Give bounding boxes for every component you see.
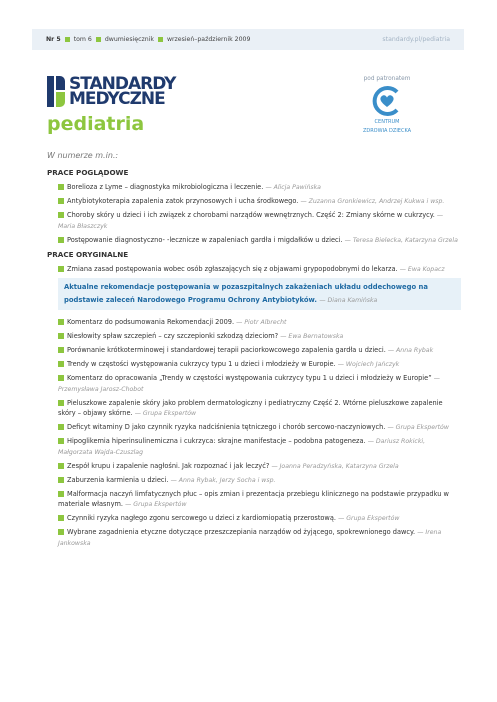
list-item[interactable] bbox=[47, 489, 461, 510]
article-authors: — Maria Błaszczyk bbox=[58, 212, 444, 230]
list-item[interactable] bbox=[47, 345, 461, 356]
article-authors: — Anna Rybak, Jerzy Socha i wsp. bbox=[170, 477, 276, 484]
list-item[interactable] bbox=[47, 436, 461, 458]
czd-heart-logo-icon bbox=[370, 85, 404, 117]
article-title: Zespół krupu i zapalenie nagłośni. Jak rozpoznać i jak leczyć? bbox=[67, 462, 270, 470]
green-square-bullet-icon bbox=[58, 438, 64, 444]
patronage-block bbox=[360, 76, 414, 134]
article-authors: — Grupa Ekspertów bbox=[338, 515, 400, 522]
article-authors: — Anna Rybak bbox=[387, 347, 434, 354]
list-item[interactable] bbox=[47, 235, 461, 246]
article-title: Trendy w częstości występowania cukrzycy typu 1 u dzieci i młodzieży w Europie. bbox=[67, 360, 336, 368]
frequency: dwumiesięcznik bbox=[104, 36, 154, 43]
green-square-bullet-icon bbox=[58, 184, 64, 190]
article-authors: — Ewa Bernatowska bbox=[280, 333, 344, 340]
article-authors: — Alicja Pawińska bbox=[265, 184, 321, 191]
list-item[interactable] bbox=[47, 373, 461, 395]
list-item[interactable] bbox=[47, 196, 461, 207]
patronage-org-line-2: ZDROWIA DZIECKA bbox=[362, 127, 412, 134]
article-title: Porównanie krótkoterminowej i standardowej terapii paciorkowcowego zapalenia gardła u dzieci. bbox=[67, 346, 386, 354]
green-square-bullet-icon bbox=[58, 515, 64, 521]
green-square-bullet-icon bbox=[58, 198, 64, 204]
article-title: Choroby skóry u dzieci i ich związek z chorobami narządów wewnętrznych. Część 2: Zmiany skórne w cukrzycy. bbox=[67, 211, 435, 219]
article-title: Hipoglikemia hiperinsulinemiczna i cukrzyca: skrajne manifestacje – podobna patogeneza. bbox=[67, 437, 366, 445]
list-item[interactable] bbox=[47, 331, 461, 342]
article-title: Czynniki ryzyka nagłego zgonu sercowego u dzieci z kardiomiopatią przerostową. bbox=[67, 514, 336, 522]
article-title: Zmiana zasad postępowania wobec osób zgłaszających się z objawami grypopodobnymi do lekarza. bbox=[67, 265, 398, 273]
article-authors: — Przemysława Jarosz-Chobot bbox=[58, 375, 440, 393]
list-item[interactable] bbox=[47, 527, 461, 549]
issue-number: Nr 5 bbox=[46, 36, 61, 43]
list-item[interactable] bbox=[47, 359, 461, 370]
logo-line-2: MEDYCZNE bbox=[69, 88, 165, 109]
green-square-bullet-icon bbox=[58, 237, 64, 243]
square-bullet-icon bbox=[65, 37, 70, 42]
logo-line-1: STANDARDY bbox=[69, 73, 176, 94]
article-authors: — Dariusz Rokicki, Małgorzata Wajda-Czuszlag bbox=[58, 438, 426, 456]
article-title: Wybrane zagadnienia etyczne dotyczące przeszczepiania narządów od żyjącego, spokrewnionego dawcy. bbox=[67, 528, 416, 536]
patronage-label: pod patronatem bbox=[363, 76, 411, 82]
highlighted-article-authors: — Diana Kamińska bbox=[319, 297, 378, 304]
article-authors: — Grupa Ekspertów bbox=[125, 501, 187, 508]
green-square-bullet-icon bbox=[58, 361, 64, 367]
green-square-bullet-icon bbox=[58, 463, 64, 469]
article-authors: — Irena Jankowska bbox=[58, 529, 442, 547]
issue-meta bbox=[46, 36, 250, 43]
article-title: Pieluszkowe zapalenie skóry jako problem dermatologiczny i pediatryczny Część 2. Wtórne pieluszkowe zapalenie skóry – objawy skórne. bbox=[58, 399, 443, 417]
green-square-bullet-icon bbox=[58, 333, 64, 339]
standardy-medyczne-logo bbox=[47, 73, 176, 109]
article-authors: — Grupa Ekspertów bbox=[387, 424, 449, 431]
green-square-bullet-icon bbox=[58, 347, 64, 353]
section-title-original: PRACE ORYGINALNE bbox=[47, 250, 129, 259]
list-item[interactable] bbox=[47, 210, 461, 232]
green-square-bullet-icon bbox=[58, 529, 64, 535]
table-of-contents bbox=[47, 168, 461, 552]
article-title: Niesłowity spław szczepień – czy szczepionki szkodzą dzieciom? bbox=[67, 332, 279, 340]
green-square-bullet-icon bbox=[58, 319, 64, 325]
article-authors: — Wojciech Jańczyk bbox=[337, 361, 400, 368]
green-square-bullet-icon bbox=[58, 212, 64, 218]
article-authors: — Ewa Kopacz bbox=[399, 266, 445, 273]
journal-subtitle: pediatria bbox=[47, 113, 145, 135]
green-square-bullet-icon bbox=[58, 424, 64, 430]
article-authors: — Joanna Peradzyńska, Katarzyna Grzela bbox=[271, 463, 399, 470]
section-title-review: PRACE POGLĄDOWE bbox=[47, 168, 129, 177]
list-item[interactable] bbox=[47, 398, 461, 419]
article-authors: — Zuzanna Gronkiewicz, Andrzej Kukwa i wsp. bbox=[300, 198, 445, 205]
highlighted-article-title: Aktualne rekomendacje postępowania w pozaszpitalnych zakażeniach układu oddechowego na podstawie zaleceń Narodowego Programu Ochrony Antybiotyków. bbox=[64, 283, 428, 304]
square-bullet-icon bbox=[158, 37, 163, 42]
list-item[interactable] bbox=[47, 182, 461, 193]
article-title: Borelioza z Lyme – diagnostyka mikrobiologiczna i leczenie. bbox=[67, 183, 264, 191]
list-item[interactable] bbox=[47, 264, 461, 275]
article-title: Antybiotykoterapia zapalenia zatok przynosowych i ucha środkowego. bbox=[67, 197, 299, 205]
green-square-bullet-icon bbox=[58, 375, 64, 381]
list-item[interactable] bbox=[47, 422, 461, 433]
article-title: Komentarz do podsumowania Rekomendacji 2009. bbox=[67, 318, 235, 326]
list-item[interactable] bbox=[47, 461, 461, 472]
issue-info-bar bbox=[32, 29, 464, 50]
website-link[interactable]: standardy.pl/pediatria bbox=[382, 36, 450, 43]
article-title: Zaburzenia karmienia u dzieci. bbox=[67, 476, 169, 484]
issue-dates: wrzesień–październik 2009 bbox=[166, 36, 251, 43]
article-authors: — Teresa Bielecka, Katarzyna Grzela bbox=[344, 237, 458, 244]
green-square-bullet-icon bbox=[58, 477, 64, 483]
green-square-bullet-icon bbox=[58, 266, 64, 272]
article-title: Postępowanie diagnostyczno- -lecznicze w zapaleniach gardła i migdałków u dzieci. bbox=[67, 236, 343, 244]
list-item[interactable] bbox=[47, 317, 461, 328]
article-title: Malformacja naczyń limfatycznych płuc – opis zmian i prezentacja przebiegu klinicznego na podstawie przypadku w materiale własnym. bbox=[58, 490, 449, 508]
green-square-bullet-icon bbox=[58, 400, 64, 406]
article-title: Deficyt witaminy D jako czynnik ryzyka nadciśnienia tętniczego i chorób sercowo-naczyniowych. bbox=[67, 423, 386, 431]
logo-wordmark bbox=[69, 73, 176, 109]
list-item[interactable] bbox=[47, 513, 461, 524]
green-square-bullet-icon bbox=[58, 491, 64, 497]
highlighted-article[interactable] bbox=[58, 278, 461, 310]
volume: tom 6 bbox=[73, 36, 92, 43]
article-authors: — Piotr Albrecht bbox=[236, 319, 287, 326]
list-item[interactable] bbox=[47, 475, 461, 486]
square-bullet-icon bbox=[96, 37, 101, 42]
article-title: Komentarz do opracowania „Trendy w częstości występowania cukrzycy typu 1 u dzieci i młodzieży w Europie” bbox=[67, 374, 432, 382]
article-authors: — Grupa Ekspertów bbox=[134, 410, 197, 417]
s-logo-icon bbox=[47, 76, 65, 107]
intro-heading: W numerze m.in.: bbox=[47, 151, 119, 160]
patronage-org-line-1: CENTRUM bbox=[374, 119, 400, 125]
